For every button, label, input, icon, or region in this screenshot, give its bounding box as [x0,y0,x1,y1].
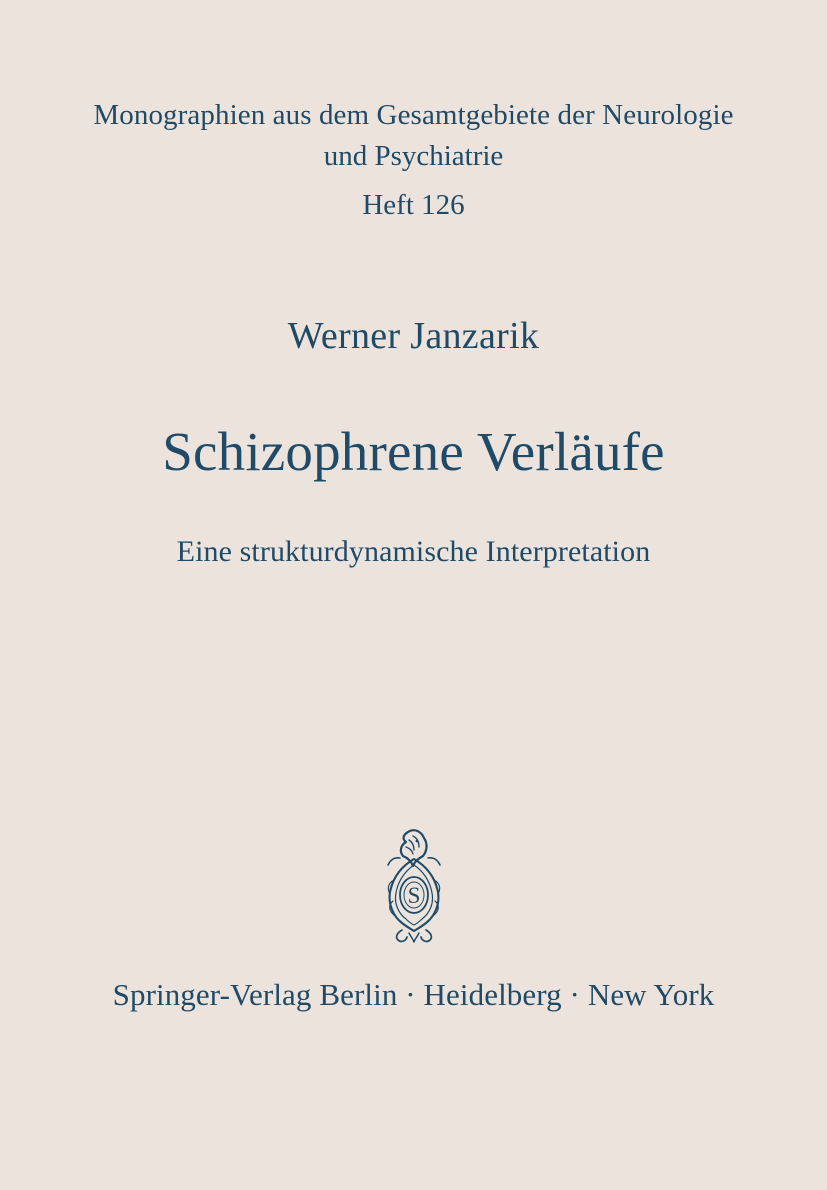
series-title-line-1: Monographien aus dem Gesamtgebiete der Neurologie [93,99,734,131]
series-title-line-2: und Psychiatrie [323,140,504,172]
book-title: Schizophrene Verläufe [162,421,665,482]
book-subtitle: Eine strukturdynamische Interpretation [176,535,651,568]
springer-horse-logo-icon [378,827,450,945]
svg-text:S: S [407,883,421,908]
author-name: Werner Janzarik [287,315,540,357]
issue-number: Heft 126 [362,189,465,221]
publisher-imprint: Springer-Verlag Berlin · Heidelberg · New York [112,977,715,1012]
